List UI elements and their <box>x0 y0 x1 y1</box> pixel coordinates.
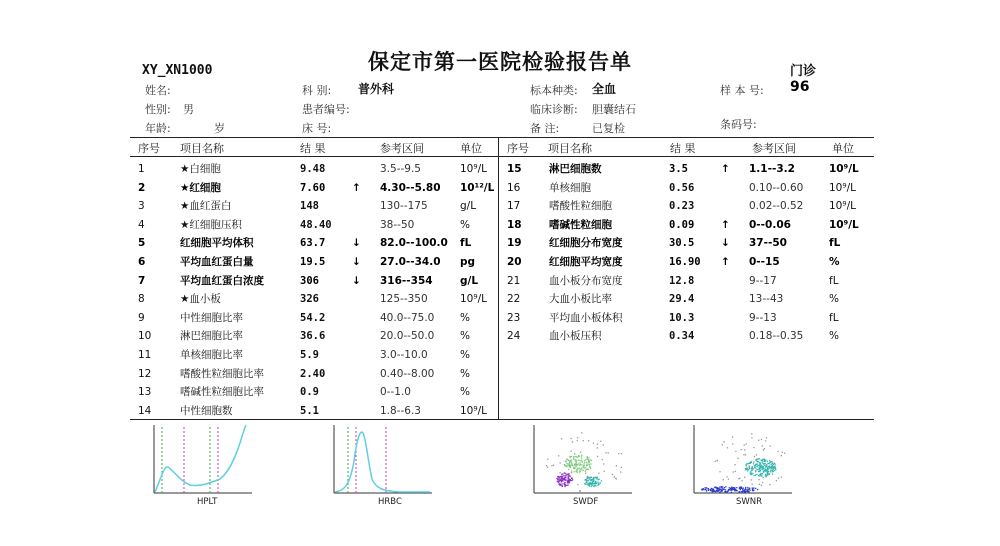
col-ref-right: 参考区间 <box>752 142 796 155</box>
col-unit-left: 单位 <box>460 142 482 155</box>
hplt-histogram <box>150 421 254 497</box>
cell-name: ★红细胞 <box>180 181 221 194</box>
swdf-label: SWDF <box>573 497 599 507</box>
diagnosis-label: 临床诊断: <box>530 103 578 116</box>
cell-unit: 10¹²/L <box>460 181 495 194</box>
table-row <box>499 290 859 309</box>
cell-ref: 40.0--75.0 <box>380 311 435 324</box>
gender-label: 性别: <box>145 103 171 116</box>
cell-no: 3 <box>138 200 145 213</box>
cell-unit: % <box>460 218 470 231</box>
cell-result: 36.6 <box>300 330 326 343</box>
cell-flag: ↓ <box>721 237 730 250</box>
cell-ref: 82.0--100.0 <box>380 237 448 250</box>
cell-ref: 0.02--0.52 <box>749 200 804 213</box>
cell-name: ★红细胞压积 <box>180 218 242 231</box>
cell-name: 淋巴细胞数 <box>549 163 602 175</box>
cell-ref: 20.0--50.0 <box>380 330 435 343</box>
hplt-label: HPLT <box>197 497 218 507</box>
cell-ref: 3.0--10.0 <box>380 349 428 361</box>
dept-value: 普外科 <box>358 82 395 96</box>
specimen-no-label: 样 本 号: <box>720 84 764 97</box>
barcode-label: 条码号: <box>720 118 757 131</box>
cell-name: 单核细胞 <box>549 181 591 194</box>
table-row <box>499 197 859 216</box>
cell-name: 红细胞分布宽度 <box>549 237 623 250</box>
cell-no: 14 <box>138 404 152 417</box>
cell-name: ★血红蛋白 <box>180 200 232 213</box>
cell-ref: 130--175 <box>380 200 428 213</box>
swdf-cluster-purple <box>556 472 573 487</box>
cell-no: 9 <box>138 311 145 324</box>
cell-unit: fL <box>460 237 472 250</box>
cell-ref: 9--17 <box>749 274 777 287</box>
hrbc-histogram <box>330 421 434 497</box>
cell-result: 0.34 <box>669 330 695 343</box>
cell-ref: 0.40--8.00 <box>380 367 435 380</box>
cell-no: 10 <box>138 330 152 343</box>
cell-flag: ↑ <box>721 256 730 268</box>
gender-value: 男 <box>183 103 194 116</box>
table-row <box>499 179 859 198</box>
swnr-cluster-gray <box>715 433 786 489</box>
table-row <box>130 309 490 328</box>
cell-ref: 0.18--0.35 <box>749 330 804 343</box>
table-row <box>130 160 490 179</box>
table-row <box>130 253 490 272</box>
cell-result: 16.90 <box>669 256 701 268</box>
table-row <box>499 234 859 253</box>
note-label: 备 注: <box>530 122 560 135</box>
cell-unit: % <box>829 256 840 268</box>
table-row <box>499 216 859 235</box>
age-unit: 岁 <box>214 122 225 135</box>
cell-no: 18 <box>507 218 522 231</box>
report-title: 保定市第一医院检验报告单 <box>368 49 632 74</box>
bed-label: 床 号: <box>302 122 332 135</box>
cell-ref: 13--43 <box>749 293 784 306</box>
cell-no: 17 <box>507 200 521 213</box>
swnr-cluster-blue <box>701 486 758 493</box>
table-row <box>130 272 490 291</box>
age-label: 年龄: <box>145 122 171 135</box>
cell-ref: 27.0--34.0 <box>380 256 441 268</box>
cell-unit: 10⁹/L <box>829 181 856 194</box>
cell-flag: ↑ <box>352 181 361 194</box>
col-no-left: 序号 <box>138 142 160 155</box>
swdf-scatter <box>530 421 634 497</box>
specimen-no-value: 96 <box>790 79 810 95</box>
table-row <box>130 234 490 253</box>
swdf-cluster-green <box>564 455 592 474</box>
cell-name: 中性细胞比率 <box>180 311 243 324</box>
cell-result: 54.2 <box>300 311 326 324</box>
cell-result: 148 <box>300 200 319 213</box>
cell-result: 48.40 <box>300 218 332 231</box>
cell-result: 12.8 <box>669 274 695 287</box>
cell-no: 4 <box>138 218 145 231</box>
hrbc-label: HRBC <box>378 497 402 507</box>
cell-result: 5.9 <box>300 349 319 361</box>
cell-unit: % <box>460 349 470 361</box>
swnr-cluster-cyan <box>745 458 777 477</box>
cell-flag: ↓ <box>352 256 361 268</box>
table-row <box>130 179 495 198</box>
cell-result: 326 <box>300 293 319 306</box>
cell-flag: ↓ <box>352 237 361 250</box>
cell-ref: 1.8--6.3 <box>380 404 421 417</box>
cell-name: 平均血红蛋白浓度 <box>180 274 264 287</box>
cell-name: 平均血红蛋白量 <box>180 256 254 268</box>
cell-no: 21 <box>507 274 521 287</box>
cell-unit: 10⁹/L <box>829 200 856 213</box>
cell-no: 24 <box>507 330 521 343</box>
col-unit-right: 单位 <box>832 142 854 155</box>
cell-no: 15 <box>507 163 522 175</box>
col-result-left: 结 果 <box>300 142 326 155</box>
table-row <box>130 327 490 346</box>
specimen-type-label: 标本种类: <box>530 84 578 97</box>
cell-name: 平均血小板体积 <box>549 311 623 324</box>
swnr-label: SWNR <box>736 497 763 507</box>
cell-unit: % <box>460 311 470 324</box>
cell-unit: 10⁹/L <box>460 404 487 417</box>
col-ref-left: 参考区间 <box>380 142 424 155</box>
table-row <box>130 383 490 402</box>
cell-name: ★血小板 <box>180 293 221 306</box>
name-label: 姓名: <box>145 84 171 97</box>
note-value: 已复检 <box>592 122 625 135</box>
table-row <box>130 365 490 384</box>
cell-unit: % <box>829 330 839 343</box>
cell-name: 大血小板比率 <box>549 293 612 306</box>
cell-no: 11 <box>138 349 152 361</box>
cell-name: 嗜碱性粒细胞 <box>549 218 612 231</box>
cell-ref: 0--15 <box>749 256 780 268</box>
cell-result: 7.60 <box>300 181 326 194</box>
cell-ref: 125--350 <box>380 293 428 306</box>
cell-unit: fL <box>829 311 839 324</box>
cell-name: 血小板压积 <box>549 330 602 343</box>
cell-no: 2 <box>138 181 146 194</box>
table-row <box>499 160 859 179</box>
cell-unit: pg <box>460 256 476 268</box>
cell-result: 306 <box>300 274 319 287</box>
cell-unit: 10⁹/L <box>460 293 487 306</box>
cell-result: 63.7 <box>300 237 326 250</box>
cell-name: 单核细胞比率 <box>180 349 243 361</box>
cell-unit: % <box>460 386 470 399</box>
dept-label: 科 别: <box>302 84 332 97</box>
cell-no: 6 <box>138 256 146 268</box>
cell-result: 9.48 <box>300 163 326 175</box>
cell-result: 3.5 <box>669 163 688 175</box>
cell-unit: % <box>460 367 470 380</box>
cell-no: 19 <box>507 237 522 250</box>
cell-unit: % <box>829 293 839 306</box>
cell-no: 1 <box>138 163 145 175</box>
hrbc-curve <box>335 432 430 492</box>
hplt-curve <box>155 425 246 492</box>
cell-result: 30.5 <box>669 237 695 250</box>
cell-result: 0.09 <box>669 218 695 231</box>
cell-ref: 4.30--5.80 <box>380 181 441 194</box>
cell-unit: fL <box>829 274 839 287</box>
cell-ref: 9--13 <box>749 311 777 324</box>
cell-result: 0.9 <box>300 386 319 399</box>
cell-unit: g/L <box>460 200 477 213</box>
department-label: 门诊 <box>790 64 817 79</box>
cell-unit: 10⁹/L <box>460 163 487 175</box>
cell-no: 16 <box>507 181 521 194</box>
cell-flag: ↓ <box>352 274 361 287</box>
cell-no: 12 <box>138 367 152 380</box>
cell-no: 8 <box>138 293 145 306</box>
cell-name: 中性细胞数 <box>180 404 233 417</box>
cell-unit: % <box>460 330 470 343</box>
cell-ref: 3.5--9.5 <box>380 163 421 175</box>
col-name-right: 项目名称 <box>548 142 592 155</box>
cell-result: 0.56 <box>669 181 695 194</box>
cell-name: 嗜酸性粒细胞比率 <box>180 367 264 380</box>
cell-flag: ↑ <box>721 163 730 175</box>
cell-ref: 0--0.06 <box>749 218 791 231</box>
cell-flag: ↑ <box>721 218 730 231</box>
patient-no-label: 患者编号: <box>302 103 350 116</box>
table-header-line <box>130 156 874 157</box>
cell-no: 13 <box>138 386 152 399</box>
table-row <box>130 290 490 309</box>
cell-ref: 38--50 <box>380 218 415 231</box>
cell-no: 22 <box>507 293 521 306</box>
table-row <box>130 197 490 216</box>
table-top-line <box>130 137 874 138</box>
cell-unit: 10⁹/L <box>829 163 859 175</box>
cell-no: 23 <box>507 311 521 324</box>
cell-unit: 10⁹/L <box>829 218 859 231</box>
cell-no: 7 <box>138 274 146 287</box>
cell-ref: 0.10--0.60 <box>749 181 804 194</box>
table-row <box>130 346 490 365</box>
table-row <box>499 309 859 328</box>
cell-result: 10.3 <box>669 311 695 324</box>
col-name-left: 项目名称 <box>180 142 224 155</box>
report-code: XY_XN1000 <box>142 63 213 78</box>
cell-result: 19.5 <box>300 256 326 268</box>
cell-no: 5 <box>138 237 146 250</box>
table-row <box>130 402 490 421</box>
table-row <box>499 327 859 346</box>
cell-no: 20 <box>507 256 522 268</box>
cell-unit: fL <box>829 237 841 250</box>
cell-result: 5.1 <box>300 404 319 417</box>
cell-name: 嗜酸性粒细胞 <box>549 200 612 213</box>
cell-name: 红细胞平均宽度 <box>549 256 623 268</box>
cell-result: 29.4 <box>669 293 695 306</box>
cell-name: 嗜碱性粒细胞比率 <box>180 386 264 399</box>
table-row <box>499 272 859 291</box>
diagnosis-value: 胆囊结石 <box>592 103 636 116</box>
col-no-right: 序号 <box>507 142 529 155</box>
cell-name: 红细胞平均体积 <box>180 237 254 250</box>
table-row <box>499 253 859 272</box>
cell-ref: 37--50 <box>749 237 787 250</box>
cell-name: ★白细胞 <box>180 163 221 175</box>
cell-result: 0.23 <box>669 200 695 213</box>
cell-result: 2.40 <box>300 367 326 380</box>
cell-unit: g/L <box>460 274 479 287</box>
swnr-scatter <box>690 421 794 497</box>
cell-name: 淋巴细胞比率 <box>180 330 243 343</box>
col-result-right: 结 果 <box>670 142 696 155</box>
specimen-type-value: 全血 <box>592 82 617 96</box>
cell-ref: 1.1--3.2 <box>749 163 795 175</box>
cell-ref: 316--354 <box>380 274 433 287</box>
cell-ref: 0--1.0 <box>380 386 411 399</box>
table-row <box>130 216 490 235</box>
cell-name: 血小板分布宽度 <box>549 274 623 287</box>
